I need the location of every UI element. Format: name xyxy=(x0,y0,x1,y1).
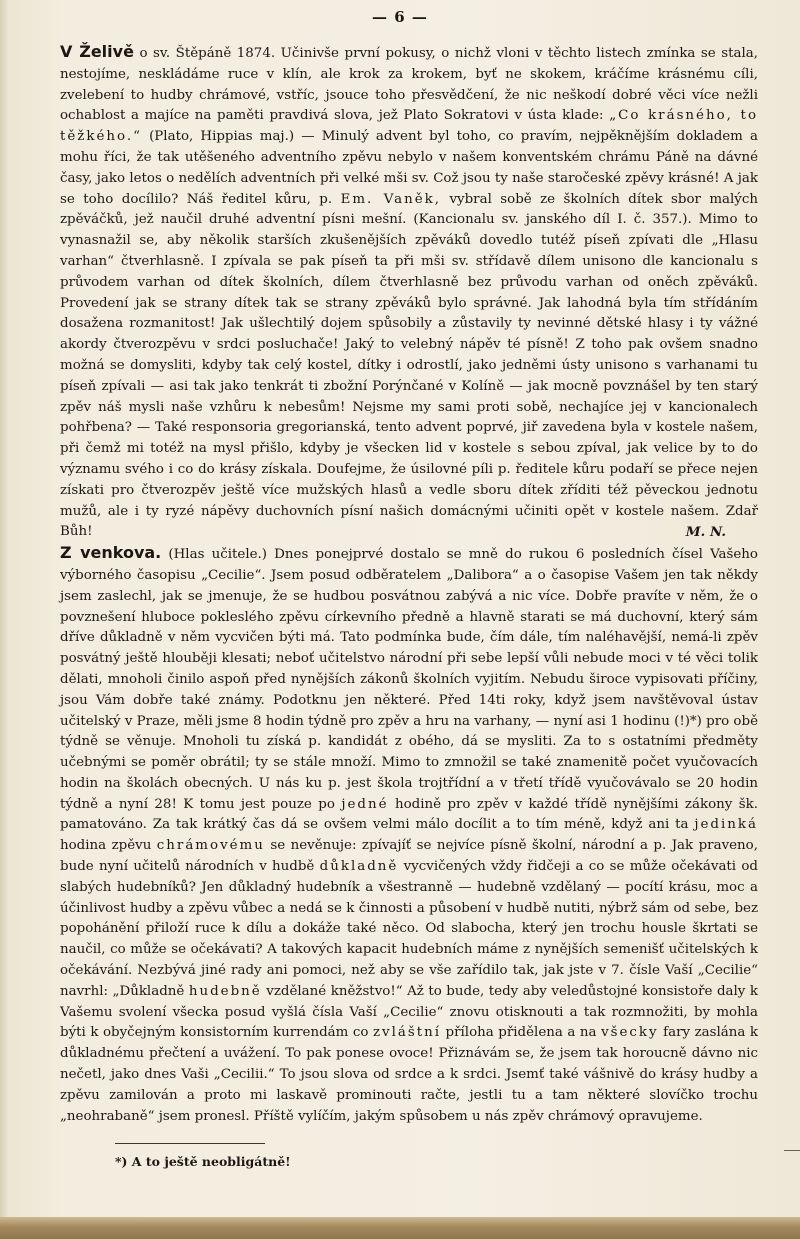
footnote: *) A to ještě neobligátně! xyxy=(115,1154,291,1170)
paragraph-text: příloha přidělena a na xyxy=(441,1025,602,1041)
section-heading-z-venkova: Z venkova. xyxy=(60,543,162,563)
footnote-rule xyxy=(115,1143,265,1144)
spaced-text: důkladně xyxy=(319,859,399,875)
page-number: — 6 — xyxy=(372,8,428,26)
spaced-text: „Co krásného, to těžkého.“ xyxy=(60,108,759,145)
paragraph-text: hodině pro zpěv v každé třídě nynějšími zákony šk. pamatováno. Za tak krátký čas dá se ovšem velmi málo docílit a to tím méně, když ani ta xyxy=(60,796,759,833)
paragraph-text: Učinivše první pokusy, o nichž vloni v těchto listech zmínka se stala, nestojíme, neskládáme ruce v klín, ale krok za krokem, byť ne skokem, kráčíme krásnému cíli, zvelebení to hudby chrámové, vstříc, jsouce toho přesvědčení, že nic neškodí dobré věci více nežli ochablost a majíce na paměti pravdivá slova, jež Plato Sokratovi v ústa klade: xyxy=(60,46,759,124)
paragraph-z-venkova xyxy=(60,543,758,1127)
paragraph-text: vycvičených vždy řidčeji a co se může očekávati od slabých hudebníků? Jen důkladný hudebník a všestranně — hudebně vzdělaný — pocítí krásu, moc a účinlivost hudby a zpěvu vůbec a nedá se k činnosti a působení v hudbě nutiti, nýbrž sám od sebe, bez popohánění přiloží ruce k dílu a dokáže také něco. Od slabocha, který jen trochu housle škrtati se naučil, co může se očekávati? A takových kapacit hudebních máme z nynějších semenišť učitelských k očekávání. Nezbývá jiné rady ani pomoci, než aby se vše zařídilo tak, jak jste v 7. čísle Vaší „Cecilie“ navrhl: „Důkladně xyxy=(60,859,758,999)
section-heading-zelive: V Želivě xyxy=(60,42,134,61)
page-bottom-edge xyxy=(0,1217,800,1239)
paragraph-text: se nevěnuje: zpívajíť se nejvíce písně školní, národní a p. Jak praveno, bude nyní učitelů národních v hudbě xyxy=(60,838,758,875)
paragraph-text: fary zaslána k důkladnému přečtení a uvážení. To pak ponese ovoce! Přiznávám se, že jsem tak horoucně dávno nic nečetl, jako dnes Vaši „Cecilii.“ To jsou slova od srdce a k srdci. Jsemť také vášnivě do krásy hudby a zpěvu zamilován a proto mi laskavě prominouti račte, jestli tu a tam některé slovíčko trochu „neohrabaně“ jsem pronesl. Příště vylíčím, jakým spůsobem u nás zpěv chrámový opravujeme. xyxy=(60,1025,759,1124)
paragraph-text: (Plato, Hippias maj.) — Minulý advent byl toho, co pravím, nejpěknějším dokladem a mohu říci, že tak utěšeného adventního zpěvu nebylo v našem konventském chrámu Páně na dávné časy, jako letos o nedělích adventních při velké mši sv. Což jsou ty naše staročeské zpěvy krásné! A jak se toho docílilo? Náš ředitel kůru, p. xyxy=(60,129,758,207)
page-spine-shadow xyxy=(0,0,10,1239)
spaced-text: hudebně xyxy=(188,983,262,999)
paragraph-text: (Hlas učitele.) Dnes ponejprvé dostalo se mně do rukou 6 posledních čísel Vašeho výborného časopisu „Cecilie“. Jsem posud odběratelem „Dalibora“ a o časopise Vašem jen tak někdy jsem zaslechl, jak se jmenuje, že se hudbou posvátnou zabývá a nic více. Dobře pravíte v něm, že o povznešení hluboce pokleslého zpěvu církevního předně a hlavně starati se má duchovní, který sám dříve důkladně v něm vycvičen býti má. Tato podmínka bude, čím dále, tím naléhavější, nemá-li zpěv posvátný ještě hlouběji klesati; neboť učitelstvo národní při sebe lepší vůli nebude moci v té věci tolik dělati, mnoholi činilo aspoň před nynějších zákonů školních vyjitím. Nebudu široce vypisovati příčiny, jsou Vám dobře také známy. Podotknu jen některé. Před 14ti roky, když jsem navštěvoval ústav učitelský v Praze, měli jsme 8 hodin týdně pro zpěv a hru na varhany, — nyní asi 1 hodinu (!)*) pro obě týdně se věnuje. Mnoholi tu získá p. kandidát z obého, dá se mysliti. Za to s ostatními předměty učebnými se poměr obrátil; ty se stále množí. Mimo to zmnožil se také znamenitě počet vyučovacích hodin na školách obecných. U nás ku p. jest škola trojtřídní a v třetí třídě vyučovávalo se 20 hodin týdně a nyní 28! K tomu jest pouze po xyxy=(60,547,758,812)
paragraph-text: vybral sobě ze školních dítek sbor malých zpěváčků, jež naučil druhé adventní písni mešní. (Kancionalu sv. janského díl I. č. 357.). Mimo to vynasnažil se, aby několik starších zkušenějších zpěváků dovedlo tutéž píseň zpívati dle „Hlasu varhan“ čtverhlasně. I zpívala se pak píseň ta při mši sv. střídavě dílem unisono dle kancionalu s průvodem varhan od dítek školních, dílem čtverhlasně bez průvodu varhan od oněch zpěváků. Provedení jak se strany dítek tak se strany zpěváků bylo správné. Jak lahodná byla tím střídáním dosažena rozmanitost! Jak ušlechtilý dojem spůsobily a zůstavily ty nevinné dětské hlasy i ty vážné akordy čtverozpěvu v srdci posluchače! Jaký to velebný nápěv té písně! Z toho pak ovšem snadno možná se domysliti, kdyby tak celý kostel, dítky i odrostlí, jako jedněmi ústy unisono s varhanami tu píseň zpívali — asi tak jako tenkrát ti zbožní Porýnčané v Kolíně — jak mocně povznášel by ten starý zpěv náš mysli naše vzhůru k nebesům! Nejsme my sami proti sobě, nechajíce jej v kancionalech pohřbena? — Také responsoria gregorianská, tento advent poprvé, jiř zavedena byla v kostele našem, při čemž mi totéž na mysl přišlo, kdyby je všecken lid v kostele s sebou zpíval, jak velice by to do významu svého i co do krásy získala. Doufejme, že úsilovné píli p. ředitele kůru podaří se přece nejen získati pro čtverozpěv ještě více mužských hlasů a vedle sboru dítek zříditi též pěveckou jednotu mužů, ale i ty ryzé nápěvy duchovních písní našich domácnými učiniti opět v kostele našem. Zdař Bůh! xyxy=(60,191,758,540)
spaced-text: chrámovému xyxy=(156,838,265,854)
signature: M. N. xyxy=(685,524,726,541)
spaced-text: všecky xyxy=(601,1025,659,1041)
paragraph-text: hodina zpěvu xyxy=(60,838,157,854)
article-body xyxy=(60,42,758,1173)
spaced-text: jedné xyxy=(341,796,389,812)
scan-edge-mark xyxy=(784,1150,800,1151)
spaced-text: zvláštní xyxy=(372,1025,442,1041)
paragraph-text: vzdělané kněžstvo!“ Až to bude, tedy aby veledůstojné konsistoře daly k Vašemu svolení všecka posud vyšlá čísla Vaší „Cecilie“ znovu otisknouti a tak rozmnožiti, by mohla býti k obyčejným konsistorním kurrendám co xyxy=(60,983,758,1041)
spaced-text: Em. Vaněk, xyxy=(340,191,442,207)
spaced-text: jedinká xyxy=(694,817,758,833)
section-dateline: o sv. Štěpáně 1874. xyxy=(139,46,276,61)
paragraph-zelive xyxy=(60,42,758,543)
